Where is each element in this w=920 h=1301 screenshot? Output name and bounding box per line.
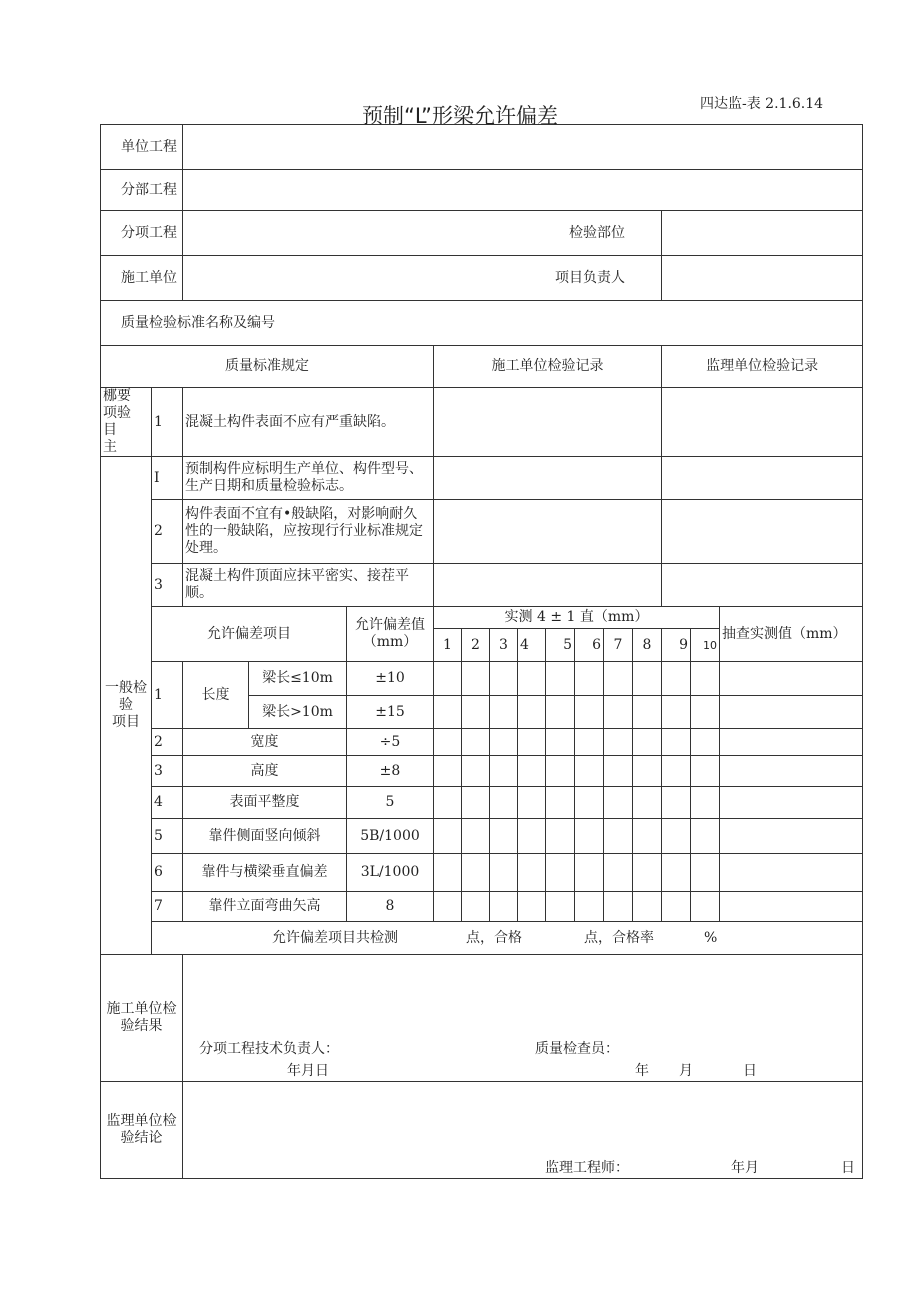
row-tolerance-2 [101,729,863,756]
measure-cell[interactable] [575,854,604,892]
tolerance-no: 7 [152,892,183,922]
tolerance-summary [152,922,863,955]
row-tolerance-5 [101,819,863,854]
tolerance-value: ±15 [347,696,434,729]
measure-cell[interactable] [604,892,633,922]
general-item-text: 预制构件应标明生产单位、构件型号、生产日期和质量检验标志。 [183,457,434,500]
tolerance-sub: 梁长>10m [249,696,347,729]
measure-cell[interactable] [518,854,546,892]
row-general-item-3 [101,564,863,607]
tolerance-no: 4 [152,787,183,819]
measure-cell[interactable] [633,892,662,922]
sample-cell[interactable] [720,662,863,696]
measure-cell[interactable] [462,892,490,922]
measure-cell[interactable] [546,729,575,756]
sample-cell[interactable] [720,819,863,854]
measure-cell[interactable] [518,662,546,696]
measure-cell[interactable] [546,662,575,696]
general-item-construction-record[interactable] [434,500,662,564]
measure-cell[interactable] [462,696,490,729]
measure-cell[interactable] [691,756,720,787]
row-general-item-1 [101,457,863,500]
measure-cell[interactable] [490,756,518,787]
measure-cell[interactable] [490,892,518,922]
construction-unit-value[interactable] [183,256,662,301]
general-item-construction-record[interactable] [434,457,662,500]
general-item-text: 混凝土构件顶面应抹平密实、接茬平顺。 [183,564,434,607]
measure-cell[interactable] [518,787,546,819]
inspect-location-value[interactable] [662,211,863,256]
general-items-label: 一般检 验 项目 [101,457,152,955]
tolerance-no: 6 [152,854,183,892]
tolerance-sub: 梁长≤10m [249,662,347,696]
tolerance-value: ±8 [347,756,434,787]
row-tolerance-3 [101,756,863,787]
tolerance-value-title: 允许偏差值 [355,617,425,633]
measure-cell[interactable] [633,756,662,787]
measure-cell[interactable] [633,696,662,729]
measure-point: 4 [518,629,546,662]
tolerance-name: 靠件立面弯曲矢高 [183,892,347,922]
project-manager-value[interactable] [662,256,863,301]
measure-point: 7 [604,629,633,662]
measure-cell[interactable] [575,892,604,922]
measure-cell[interactable] [691,662,720,696]
row-construction-unit [101,256,863,301]
measure-cell[interactable] [662,854,691,892]
measure-cell[interactable] [604,696,633,729]
measure-cell[interactable] [462,854,490,892]
measure-cell[interactable] [604,819,633,854]
measure-cell[interactable] [633,819,662,854]
quality-spec-header: 质量标准规定 [101,346,434,388]
date-left: 年月日 [287,1063,329,1079]
measure-cell[interactable] [518,729,546,756]
measure-cell[interactable] [546,819,575,854]
unit-project-label: 单位工程 [101,125,183,170]
sample-cell[interactable] [720,756,863,787]
sample-cell[interactable] [720,787,863,819]
measure-point: 6 [575,629,604,662]
measure-cell[interactable] [434,854,462,892]
row-tolerance-6 [101,854,863,892]
measure-cell[interactable] [575,729,604,756]
summary-part1: 允许偏差项目共检测 [272,929,398,946]
measure-cell[interactable] [434,756,462,787]
measure-cell[interactable] [462,787,490,819]
construction-result-label: 施工单位检 验结果 [101,955,183,1082]
tolerance-name: 靠件与横梁垂直偏差 [183,854,347,892]
measure-cell[interactable] [490,819,518,854]
form-code: 四达监-表 2.1.6.14 [700,96,824,112]
measure-cell[interactable] [462,662,490,696]
date-year: 年 [635,1063,649,1079]
supervision-record-header: 监理单位检验记录 [662,346,863,388]
tolerance-no: 1 [152,662,183,729]
measure-cell[interactable] [518,696,546,729]
measure-cell[interactable] [546,854,575,892]
page-title: 预制“L”形梁允许偏差 [362,104,558,128]
measure-cell[interactable] [546,756,575,787]
quality-standard-label: 质量检验标准名称及编号 [101,301,863,346]
measure-point: 9 [662,629,691,662]
measure-cell[interactable] [691,787,720,819]
measure-cell[interactable] [434,819,462,854]
tech-lead-label: 分项工程技术负责人： [199,1041,339,1057]
construction-unit-label: 施工单位 [101,256,183,301]
tolerance-value: 8 [347,892,434,922]
measure-cell[interactable] [546,696,575,729]
general-item-no: I [152,457,183,500]
measure-point: 2 [462,629,490,662]
row-construction-result [101,955,863,1082]
measure-cell[interactable] [462,729,490,756]
measure-cell[interactable] [462,756,490,787]
tolerance-name: 长度 [183,662,249,729]
measure-point: 10 [691,629,720,662]
general-item-no: 2 [152,500,183,564]
main-item-construction-record[interactable] [434,388,662,457]
tolerance-name: 高度 [183,756,347,787]
row-section-header [101,346,863,388]
construction-record-header: 施工单位检验记录 [434,346,662,388]
tolerance-no: 3 [152,756,183,787]
row-supervision-result [101,1082,863,1179]
general-item-supervision-record[interactable] [662,564,863,607]
row-tolerance-4 [101,787,863,819]
measure-cell[interactable] [518,819,546,854]
measure-cell[interactable] [490,662,518,696]
measure-cell[interactable] [604,662,633,696]
measure-cell[interactable] [604,787,633,819]
measure-cell[interactable] [662,787,691,819]
general-item-supervision-record[interactable] [662,500,863,564]
measure-cell[interactable] [518,892,546,922]
measure-cell[interactable] [434,729,462,756]
measure-cell[interactable] [490,729,518,756]
sub-project-label: 分部工程 [101,170,183,211]
project-manager-label: 项目负责人 [555,269,625,286]
measure-cell[interactable] [575,662,604,696]
measure-cell[interactable] [490,787,518,819]
inspection-form-table [100,124,863,1179]
tolerance-value: 5B/1000 [347,819,434,854]
measure-point: 3 [490,629,518,662]
sample-cell[interactable] [720,892,863,922]
measure-cell[interactable] [490,854,518,892]
tolerance-name: 宽度 [183,729,347,756]
tolerance-no: 2 [152,729,183,756]
sample-header: 抽查实测值（mm） [720,607,863,662]
measure-cell[interactable] [575,787,604,819]
measure-cell[interactable] [434,892,462,922]
construction-result-area[interactable] [183,955,863,1082]
measure-cell[interactable] [575,696,604,729]
measure-cell[interactable] [662,662,691,696]
row-unit-project [101,125,863,170]
tolerance-value: 5 [347,787,434,819]
general-item-construction-record[interactable] [434,564,662,607]
date-month: 月 [679,1063,693,1079]
measure-cell[interactable] [633,854,662,892]
sample-cell[interactable] [720,696,863,729]
measure-cell[interactable] [546,787,575,819]
sample-cell[interactable] [720,854,863,892]
row-tolerance-1a [101,662,863,696]
measure-point: 8 [633,629,662,662]
measure-cell[interactable] [691,854,720,892]
row-sub-project [101,170,863,211]
main-item-text: 混凝土构件表面不应有严重缺陷。 [183,388,434,457]
supervision-result-label: 监理单位检 验结论 [101,1082,183,1179]
general-item-supervision-record[interactable] [662,457,863,500]
measure-cell[interactable] [434,662,462,696]
measure-cell[interactable] [546,892,575,922]
summary-part4: % [704,929,718,946]
measure-cell[interactable] [490,696,518,729]
supervision-result-area[interactable] [183,1082,863,1179]
measure-cell[interactable] [633,729,662,756]
measure-cell[interactable] [434,696,462,729]
measure-cell[interactable] [434,787,462,819]
measure-cell[interactable] [633,662,662,696]
measure-cell[interactable] [691,729,720,756]
row-item-project [101,211,863,256]
item-project-label: 分项工程 [101,211,183,256]
summary-part3: 点，合格率 [584,929,654,946]
general-item-text: 构件表面不宜有•般缺陷，对影响耐久性的一般缺陷，应按现行行业标准规定处理。 [183,500,434,564]
supervision-date-ym: 年月 [731,1160,759,1176]
measured-header: 实测 4 ± 1 直（mm） [434,607,720,629]
tolerance-value-header [347,607,434,662]
tolerance-value-unit: （mm） [362,634,418,650]
main-item-no: 1 [152,388,183,457]
measure-cell[interactable] [518,756,546,787]
measure-cell[interactable] [662,892,691,922]
main-item-supervision-record[interactable] [662,388,863,457]
measure-cell[interactable] [575,756,604,787]
row-tolerance-7 [101,892,863,922]
tolerance-value: 3L/1000 [347,854,434,892]
date-day: 日 [743,1063,757,1079]
measure-cell[interactable] [604,854,633,892]
tolerance-no: 5 [152,819,183,854]
general-item-no: 3 [152,564,183,607]
summary-part2: 点，合格 [466,929,522,946]
tolerance-value: ÷5 [347,729,434,756]
row-quality-standard [101,301,863,346]
measure-cell[interactable] [662,819,691,854]
measure-cell[interactable] [604,729,633,756]
unit-project-value[interactable] [183,125,863,170]
tolerance-name: 靠件侧面竖向倾斜 [183,819,347,854]
engineer-label: 监理工程师： [545,1160,629,1176]
measure-point: 1 [434,629,462,662]
sub-project-value[interactable] [183,170,863,211]
main-items-label: 梛要 项验 目 主 [101,388,152,457]
measure-point: 5 [546,629,575,662]
inspector-label: 质量检查员： [535,1041,619,1057]
measure-cell[interactable] [662,756,691,787]
measure-cell[interactable] [575,819,604,854]
measure-cell[interactable] [462,819,490,854]
inspect-location-label: 检验部位 [569,224,625,241]
tolerance-name: 表面平整度 [183,787,347,819]
measure-cell[interactable] [662,696,691,729]
sample-cell[interactable] [720,729,863,756]
measure-cell[interactable] [662,729,691,756]
tolerance-item-header: 允许偏差项目 [152,607,347,662]
measure-cell[interactable] [691,696,720,729]
measure-cell[interactable] [633,787,662,819]
tolerance-value: ±10 [347,662,434,696]
item-project-value[interactable] [183,211,662,256]
measure-cell[interactable] [691,892,720,922]
row-tolerance-summary [101,922,863,955]
row-general-item-2 [101,500,863,564]
row-main-item-1 [101,388,863,457]
measure-cell[interactable] [604,756,633,787]
row-tolerance-header [101,607,863,629]
measure-cell[interactable] [691,819,720,854]
supervision-date-day: 日 [841,1160,855,1176]
